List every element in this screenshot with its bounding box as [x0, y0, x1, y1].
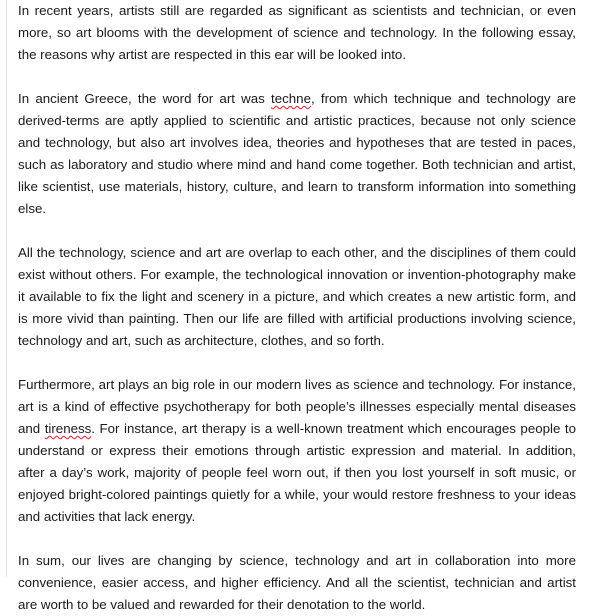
- paragraph-text: , from which technique and technology are derived-terms are aptly applied to scientific and artistic practices, because not only science and technology, but also art involves idea, theories and hypotheses that are tested in paces, such as laboratory and studio where mind and hand come together. Both technician and artist, like scientist, use materials, history, culture, and learn to transform information into something else.: [18, 91, 576, 216]
- paragraph-text: . For instance, art therapy is a well-known treatment which encourages people to understand or express their emotions through artistic expression and material. In addition, after a day’s work, majority of people feel worn out, if then you lost yourself in soft music, or enjoyed bright-colored paintings quietly for a while, your would restore freshness to your ideas and activities that lack energy.: [18, 421, 576, 524]
- spellcheck-flagged-word[interactable]: techne: [271, 91, 311, 106]
- paragraph-furthermore: [18, 374, 576, 528]
- spellcheck-flagged-word[interactable]: tireness: [44, 421, 92, 436]
- document-body[interactable]: [18, 0, 576, 616]
- paragraph-text: In sum, our lives are changing by science, technology and art in collaboration into more convenience, easier access, and higher efficiency. And all the scientist, technician and artist are worth to be valued and rewarded for their denotation to the world.: [18, 553, 576, 612]
- paragraph-text: In recent years, artists still are regarded as significant as scientists and technician, or even more, so art blooms with the development of science and technology. In the following essay, the reasons why artist are respected in this ear will be looked into.: [18, 3, 576, 62]
- paragraph-conclusion: [18, 550, 576, 616]
- paragraph-intro: [18, 0, 576, 66]
- document-page-edge: [0, 0, 7, 577]
- paragraph-overlap: [18, 242, 576, 352]
- paragraph-text: All the technology, science and art are overlap to each other, and the disciplines of them could exist without others. For example, the technological innovation or invention-photography make it available to fix the light and scenery in a picture, and which creates a new artistic form, and is more vivid than painting. Then our life are filled with artificial productions involving science, technology and art, such as architecture, clothes, and so forth.: [18, 245, 576, 348]
- paragraph-ancient-greece: [18, 88, 576, 220]
- paragraph-text: In ancient Greece, the word for art was: [18, 91, 272, 106]
- paragraph-text: Furthermore, art plays an big role in our modern lives as science and technology. For instance, art is a kind of effective psychotherapy for both people’s illnesses especially mental diseases and: [18, 377, 576, 436]
